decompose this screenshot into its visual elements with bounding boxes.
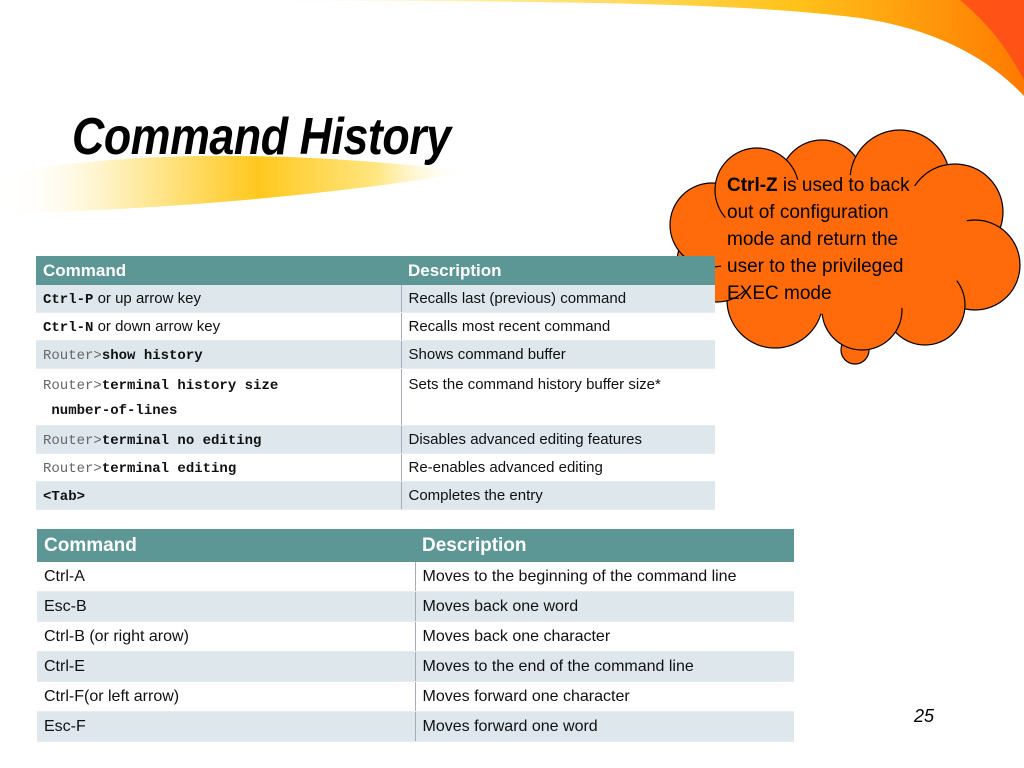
table-row <box>36 454 715 482</box>
description-cell: Moves back one word <box>415 592 794 622</box>
header-description: Description <box>401 256 715 285</box>
command-cell: Ctrl-A <box>37 562 415 592</box>
command-keyword: <Tab> <box>43 488 86 505</box>
table-row <box>36 482 715 510</box>
command-keyword: terminal no editing <box>101 432 262 449</box>
table-row <box>37 682 794 712</box>
command-cell <box>36 285 401 313</box>
table-row <box>36 369 715 426</box>
command-suffix: or down arrow key <box>93 317 221 335</box>
page-number: 25 <box>914 706 935 726</box>
command-keyword: Ctrl-P <box>43 291 94 308</box>
command-cell <box>36 482 401 510</box>
description-cell: Moves forward one character <box>415 682 794 712</box>
description-cell: Recalls most recent command <box>401 313 715 341</box>
description-cell: Re-enables advanced editing <box>401 454 715 482</box>
description-cell: Moves back one character <box>415 622 794 652</box>
command-suffix: or up arrow key <box>93 289 201 307</box>
command-cell <box>36 369 401 426</box>
router-prompt: Router> <box>43 347 102 364</box>
table-row <box>36 313 715 341</box>
editing-keys-table <box>37 529 794 742</box>
command-keyword: terminal history size <box>101 378 279 394</box>
description-cell: Moves forward one word <box>415 712 794 742</box>
router-prompt: Router> <box>43 432 102 449</box>
description-cell: Sets the command history buffer size* <box>401 369 715 426</box>
callout-text <box>727 172 927 307</box>
command-cell: Esc-F <box>37 712 415 742</box>
callout-keyword: Ctrl-Z <box>727 175 778 196</box>
command-cell: Ctrl-B (or right arow) <box>37 622 415 652</box>
table-header-row <box>37 529 794 562</box>
header-command: Command <box>36 256 401 285</box>
router-prompt: Router> <box>43 460 102 477</box>
command-keyword: Ctrl-N <box>43 319 94 336</box>
command-history-table <box>36 256 715 510</box>
description-cell: Completes the entry <box>401 482 715 510</box>
table-row <box>36 426 715 454</box>
router-prompt: Router> <box>43 378 102 394</box>
callout-body: is used to back out of configuration mode and return the user to the privileged EXEC mode <box>727 175 910 304</box>
slide-title: Command History <box>72 108 451 166</box>
command-keyword: show history <box>101 347 203 364</box>
command-cell: Ctrl-E <box>37 652 415 682</box>
table-row <box>36 341 715 369</box>
header-description: Description <box>415 529 794 562</box>
description-cell: Moves to the beginning of the command line <box>415 562 794 592</box>
table-row <box>37 622 794 652</box>
description-cell: Recalls last (previous) command <box>401 285 715 313</box>
description-cell: Shows command buffer <box>401 341 715 369</box>
table-row <box>37 652 794 682</box>
table-row <box>37 592 794 622</box>
command-cell: Ctrl-F(or left arrow) <box>37 682 415 712</box>
header-command: Command <box>37 529 415 562</box>
description-cell: Moves to the end of the command line <box>415 652 794 682</box>
table-header-row <box>36 256 715 285</box>
command-cell <box>36 426 401 454</box>
command-cell <box>36 313 401 341</box>
top-swoosh <box>260 0 1024 96</box>
command-keyword: terminal editing <box>101 460 237 477</box>
table-row <box>37 712 794 742</box>
command-cell: Esc-B <box>37 592 415 622</box>
command-cell <box>36 341 401 369</box>
command-argument: number-of-lines <box>51 403 178 419</box>
table-row <box>37 562 794 592</box>
command-cell <box>36 454 401 482</box>
description-cell: Disables advanced editing features <box>401 426 715 454</box>
table-row <box>36 285 715 313</box>
